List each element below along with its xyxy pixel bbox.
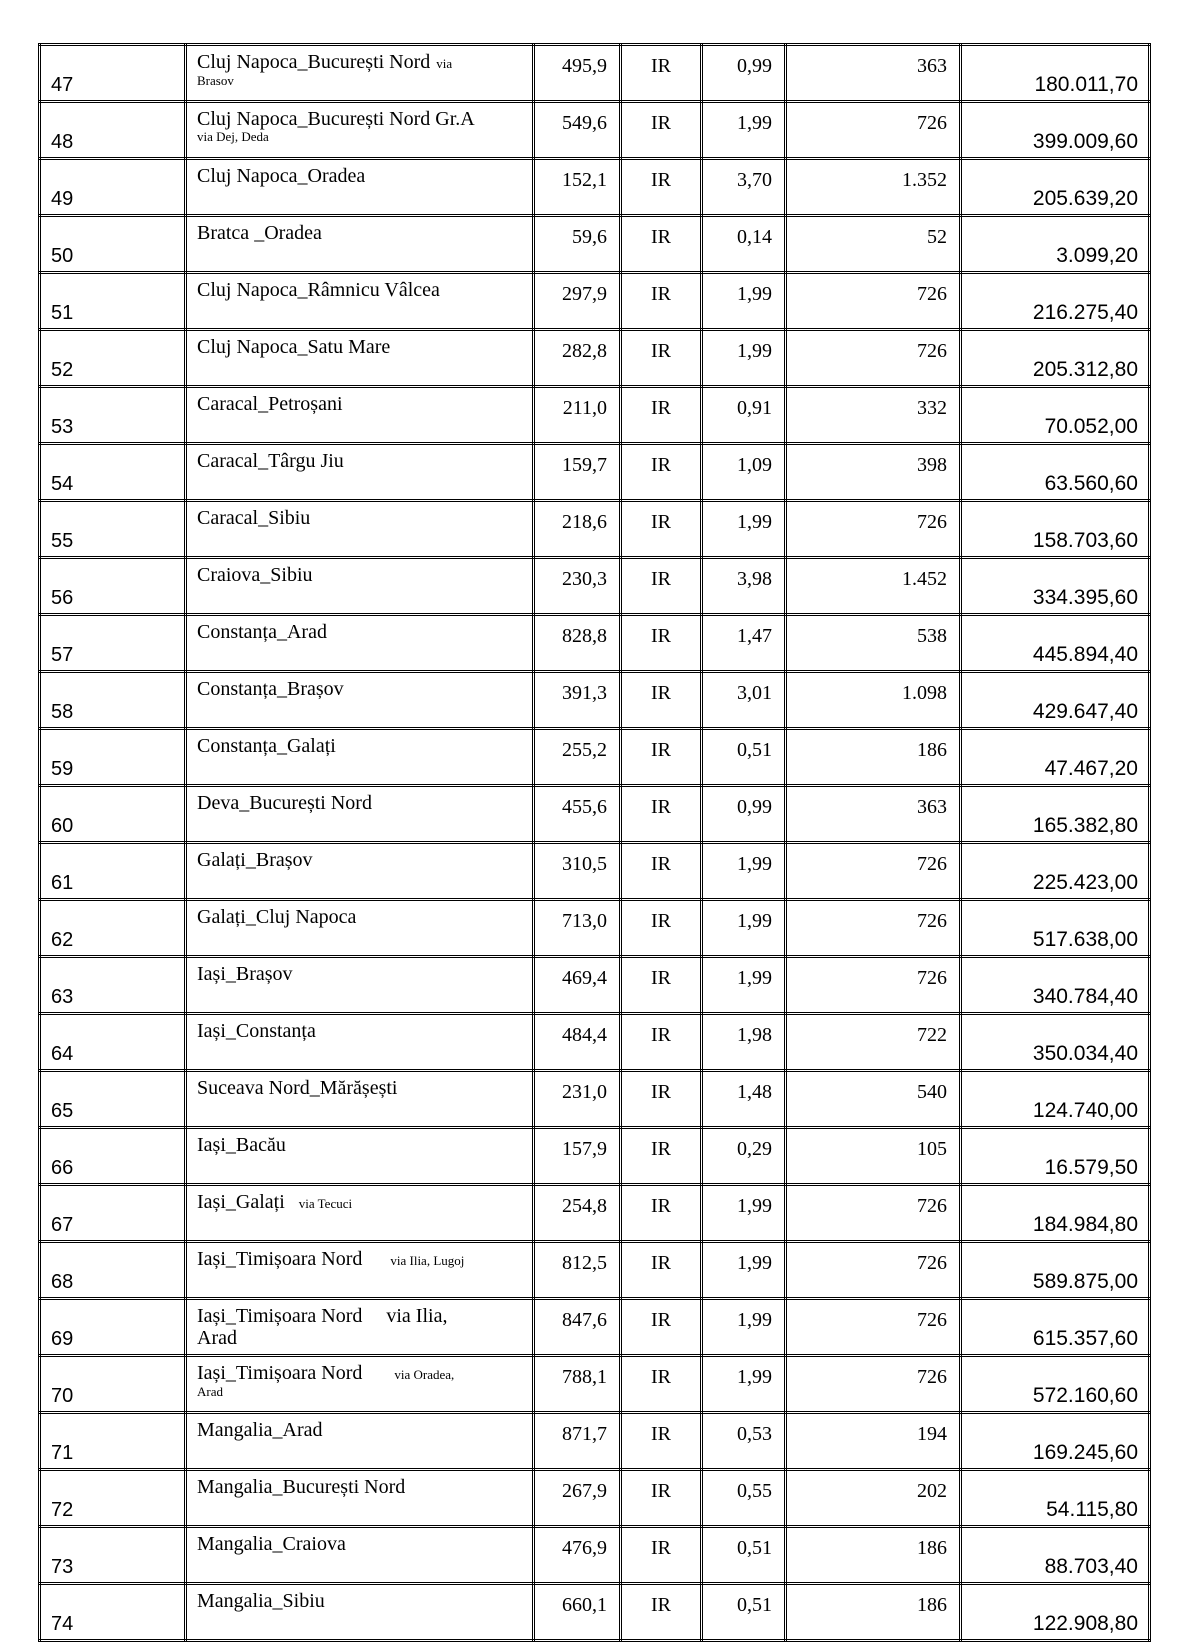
train-type: IR <box>621 729 702 786</box>
train-count: 52 <box>786 216 961 273</box>
table-row <box>40 444 1150 501</box>
row-number: 51 <box>40 273 186 330</box>
route-cell <box>186 387 534 444</box>
table-row <box>40 1242 1150 1299</box>
rate-value: 0,53 <box>702 1413 786 1470</box>
total-amount: 205.639,20 <box>961 159 1150 216</box>
route-cell <box>186 216 534 273</box>
rate-value: 3,98 <box>702 558 786 615</box>
row-number: 61 <box>40 843 186 900</box>
train-type: IR <box>621 1584 702 1641</box>
total-amount: 165.382,80 <box>961 786 1150 843</box>
train-count: 1.452 <box>786 558 961 615</box>
route-cell <box>186 843 534 900</box>
total-amount: 334.395,60 <box>961 558 1150 615</box>
total-amount: 54.115,80 <box>961 1470 1150 1527</box>
route-cell <box>186 273 534 330</box>
train-type: IR <box>621 1071 702 1128</box>
table-row <box>40 273 1150 330</box>
route-cell <box>186 615 534 672</box>
total-amount: 47.467,20 <box>961 729 1150 786</box>
train-count: 363 <box>786 786 961 843</box>
distance-km: 871,7 <box>534 1413 621 1470</box>
total-amount: 225.423,00 <box>961 843 1150 900</box>
total-amount: 340.784,40 <box>961 957 1150 1014</box>
table-row <box>40 45 1150 102</box>
rate-value: 1,99 <box>702 1356 786 1413</box>
row-number: 60 <box>40 786 186 843</box>
route-name: Iași_Constanța <box>197 1020 316 1042</box>
route-name: Iași_Galați <box>197 1191 285 1213</box>
train-type: IR <box>621 159 702 216</box>
route-name: Mangalia_București Nord <box>197 1476 406 1498</box>
train-type: IR <box>621 786 702 843</box>
train-type: IR <box>621 558 702 615</box>
route-name: Iași_Bacău <box>197 1134 286 1156</box>
row-number: 50 <box>40 216 186 273</box>
row-number: 70 <box>40 1356 186 1413</box>
table-row <box>40 1071 1150 1128</box>
total-amount: 169.245,60 <box>961 1413 1150 1470</box>
train-type: IR <box>621 216 702 273</box>
row-number: 63 <box>40 957 186 1014</box>
total-amount: 88.703,40 <box>961 1527 1150 1584</box>
table-row <box>40 672 1150 729</box>
route-name: Craiova_Sibiu <box>197 564 313 586</box>
train-count: 186 <box>786 729 961 786</box>
table-row <box>40 1128 1150 1185</box>
route-name: Caracal_Târgu Jiu <box>197 450 344 472</box>
route-name: Mangalia_Sibiu <box>197 1590 325 1612</box>
distance-km: 812,5 <box>534 1242 621 1299</box>
row-number: 66 <box>40 1128 186 1185</box>
route-cell <box>186 444 534 501</box>
row-number: 71 <box>40 1413 186 1470</box>
row-number: 48 <box>40 102 186 159</box>
route-via: via Tecuci <box>298 1196 353 1211</box>
route-cell <box>186 1299 534 1356</box>
row-number: 54 <box>40 444 186 501</box>
rate-value: 1,99 <box>702 102 786 159</box>
route-name: Constanța_Galați <box>197 735 336 757</box>
table-body <box>40 45 1150 1641</box>
distance-km: 549,6 <box>534 102 621 159</box>
train-type: IR <box>621 1014 702 1071</box>
route-name: Iași_Timișoara Nord <box>197 1248 363 1270</box>
row-number: 68 <box>40 1242 186 1299</box>
route-name: Caracal_Sibiu <box>197 507 311 529</box>
distance-km: 267,9 <box>534 1470 621 1527</box>
route-name: Caracal_Petroșani <box>197 393 343 415</box>
table-row <box>40 900 1150 957</box>
total-amount: 16.579,50 <box>961 1128 1150 1185</box>
route-name: Galați_Cluj Napoca <box>197 906 357 928</box>
route-name: Constanța_Brașov <box>197 678 344 700</box>
row-number: 59 <box>40 729 186 786</box>
distance-km: 484,4 <box>534 1014 621 1071</box>
train-type: IR <box>621 387 702 444</box>
distance-km: 469,4 <box>534 957 621 1014</box>
route-cell <box>186 786 534 843</box>
table-row <box>40 159 1150 216</box>
train-count: 538 <box>786 615 961 672</box>
rate-value: 0,51 <box>702 1584 786 1641</box>
distance-km: 211,0 <box>534 387 621 444</box>
rate-value: 1,99 <box>702 1242 786 1299</box>
table-row <box>40 501 1150 558</box>
distance-km: 254,8 <box>534 1185 621 1242</box>
route-name: Cluj Napoca_Râmnicu Vâlcea <box>197 279 440 301</box>
table-row <box>40 1527 1150 1584</box>
train-count: 202 <box>786 1470 961 1527</box>
route-name: Deva_București Nord <box>197 792 372 814</box>
train-count: 726 <box>786 330 961 387</box>
distance-km: 847,6 <box>534 1299 621 1356</box>
train-count: 726 <box>786 1242 961 1299</box>
table-row <box>40 1413 1150 1470</box>
table-row <box>40 729 1150 786</box>
route-cell <box>186 1014 534 1071</box>
total-amount: 572.160,60 <box>961 1356 1150 1413</box>
rate-value: 0,14 <box>702 216 786 273</box>
distance-km: 159,7 <box>534 444 621 501</box>
route-name: Iași_Timișoara Nord <box>197 1305 363 1327</box>
distance-km: 282,8 <box>534 330 621 387</box>
row-number: 72 <box>40 1470 186 1527</box>
total-amount: 180.011,70 <box>961 45 1150 102</box>
total-amount: 517.638,00 <box>961 900 1150 957</box>
route-cell <box>186 1185 534 1242</box>
train-type: IR <box>621 1413 702 1470</box>
train-count: 726 <box>786 1299 961 1356</box>
train-count: 722 <box>786 1014 961 1071</box>
distance-km: 255,2 <box>534 729 621 786</box>
rate-value: 1,99 <box>702 501 786 558</box>
table-row <box>40 1299 1150 1356</box>
rate-value: 1,99 <box>702 330 786 387</box>
train-type: IR <box>621 1470 702 1527</box>
table-row <box>40 102 1150 159</box>
route-name: Mangalia_Arad <box>197 1419 323 1441</box>
total-amount: 216.275,40 <box>961 273 1150 330</box>
rate-value: 1,48 <box>702 1071 786 1128</box>
train-type: IR <box>621 900 702 957</box>
train-count: 332 <box>786 387 961 444</box>
train-count: 726 <box>786 501 961 558</box>
rate-value: 0,51 <box>702 729 786 786</box>
train-count: 186 <box>786 1527 961 1584</box>
row-number: 47 <box>40 45 186 102</box>
distance-km: 157,9 <box>534 1128 621 1185</box>
train-type: IR <box>621 45 702 102</box>
train-count: 398 <box>786 444 961 501</box>
train-count: 726 <box>786 900 961 957</box>
route-via-continued: Arad <box>197 1327 237 1349</box>
train-count: 105 <box>786 1128 961 1185</box>
route-cell <box>186 1242 534 1299</box>
total-amount: 589.875,00 <box>961 1242 1150 1299</box>
rate-value: 0,29 <box>702 1128 786 1185</box>
rate-value: 1,47 <box>702 615 786 672</box>
distance-km: 660,1 <box>534 1584 621 1641</box>
table-row <box>40 558 1150 615</box>
total-amount: 124.740,00 <box>961 1071 1150 1128</box>
total-amount: 429.647,40 <box>961 672 1150 729</box>
route-via-continued: Brasov <box>197 73 234 88</box>
route-name: Galați_Brașov <box>197 849 313 871</box>
table-row <box>40 615 1150 672</box>
train-type: IR <box>621 1299 702 1356</box>
train-type: IR <box>621 273 702 330</box>
route-name: Bratca _Oradea <box>197 222 322 244</box>
total-amount: 350.034,40 <box>961 1014 1150 1071</box>
rate-value: 1,99 <box>702 843 786 900</box>
route-cell <box>186 1071 534 1128</box>
train-count: 726 <box>786 1185 961 1242</box>
route-name: Iași_Brașov <box>197 963 293 985</box>
train-type: IR <box>621 1185 702 1242</box>
train-count: 726 <box>786 957 961 1014</box>
table-row <box>40 1470 1150 1527</box>
rate-value: 1,99 <box>702 1185 786 1242</box>
train-count: 726 <box>786 843 961 900</box>
row-number: 52 <box>40 330 186 387</box>
distance-km: 310,5 <box>534 843 621 900</box>
train-count: 186 <box>786 1584 961 1641</box>
route-cell <box>186 159 534 216</box>
train-type: IR <box>621 444 702 501</box>
distance-km: 828,8 <box>534 615 621 672</box>
rate-value: 0,51 <box>702 1527 786 1584</box>
train-type: IR <box>621 843 702 900</box>
route-name: Iași_Timișoara Nord <box>197 1362 363 1384</box>
tariff-table <box>38 43 1151 1642</box>
rate-value: 3,70 <box>702 159 786 216</box>
train-type: IR <box>621 330 702 387</box>
route-cell <box>186 501 534 558</box>
row-number: 57 <box>40 615 186 672</box>
row-number: 58 <box>40 672 186 729</box>
route-cell <box>186 330 534 387</box>
train-count: 1.352 <box>786 159 961 216</box>
route-cell <box>186 729 534 786</box>
route-cell <box>186 102 534 159</box>
distance-km: 230,3 <box>534 558 621 615</box>
train-count: 726 <box>786 273 961 330</box>
train-type: IR <box>621 1527 702 1584</box>
row-number: 69 <box>40 1299 186 1356</box>
route-name: Cluj Napoca_Satu Mare <box>197 336 391 358</box>
rate-value: 1,09 <box>702 444 786 501</box>
row-number: 56 <box>40 558 186 615</box>
row-number: 62 <box>40 900 186 957</box>
route-name: Suceava Nord_Mărășești <box>197 1077 398 1099</box>
route-via: via Oradea, <box>394 1367 455 1382</box>
table-row <box>40 786 1150 843</box>
distance-km: 455,6 <box>534 786 621 843</box>
route-cell <box>186 1128 534 1185</box>
row-number: 64 <box>40 1014 186 1071</box>
rate-value: 0,91 <box>702 387 786 444</box>
row-number: 49 <box>40 159 186 216</box>
route-name: Cluj Napoca_Oradea <box>197 165 366 187</box>
route-cell <box>186 957 534 1014</box>
train-type: IR <box>621 1128 702 1185</box>
distance-km: 476,9 <box>534 1527 621 1584</box>
train-count: 726 <box>786 1356 961 1413</box>
distance-km: 788,1 <box>534 1356 621 1413</box>
rate-value: 1,99 <box>702 957 786 1014</box>
train-type: IR <box>621 1356 702 1413</box>
distance-km: 391,3 <box>534 672 621 729</box>
total-amount: 63.560,60 <box>961 444 1150 501</box>
rate-value: 0,99 <box>702 45 786 102</box>
train-count: 726 <box>786 102 961 159</box>
row-number: 65 <box>40 1071 186 1128</box>
table-row <box>40 957 1150 1014</box>
train-type: IR <box>621 615 702 672</box>
total-amount: 445.894,40 <box>961 615 1150 672</box>
route-via: via Ilia, Lugoj <box>390 1253 465 1268</box>
table-row <box>40 1584 1150 1641</box>
route-cell <box>186 1356 534 1413</box>
row-number: 55 <box>40 501 186 558</box>
table-row <box>40 1014 1150 1071</box>
route-cell <box>186 558 534 615</box>
distance-km: 297,9 <box>534 273 621 330</box>
distance-km: 713,0 <box>534 900 621 957</box>
route-via: via <box>436 56 453 71</box>
total-amount: 399.009,60 <box>961 102 1150 159</box>
route-name: Cluj Napoca_București Nord Gr.A <box>197 108 475 130</box>
table-row <box>40 216 1150 273</box>
distance-km: 152,1 <box>534 159 621 216</box>
route-cell <box>186 45 534 102</box>
total-amount: 70.052,00 <box>961 387 1150 444</box>
route-via: via Dej, Deda <box>197 129 269 144</box>
route-cell <box>186 900 534 957</box>
distance-km: 59,6 <box>534 216 621 273</box>
train-type: IR <box>621 1242 702 1299</box>
rate-value: 1,99 <box>702 1299 786 1356</box>
total-amount: 205.312,80 <box>961 330 1150 387</box>
route-cell <box>186 1470 534 1527</box>
train-count: 363 <box>786 45 961 102</box>
distance-km: 495,9 <box>534 45 621 102</box>
route-name: Cluj Napoca_București Nord <box>197 51 431 73</box>
row-number: 67 <box>40 1185 186 1242</box>
route-via: via Ilia, <box>386 1305 448 1327</box>
train-count: 540 <box>786 1071 961 1128</box>
table-row <box>40 387 1150 444</box>
train-type: IR <box>621 672 702 729</box>
distance-km: 231,0 <box>534 1071 621 1128</box>
rate-value: 0,99 <box>702 786 786 843</box>
total-amount: 3.099,20 <box>961 216 1150 273</box>
total-amount: 184.984,80 <box>961 1185 1150 1242</box>
rate-value: 3,01 <box>702 672 786 729</box>
train-type: IR <box>621 501 702 558</box>
train-type: IR <box>621 957 702 1014</box>
rate-value: 1,98 <box>702 1014 786 1071</box>
total-amount: 122.908,80 <box>961 1584 1150 1641</box>
route-cell <box>186 1584 534 1641</box>
row-number: 73 <box>40 1527 186 1584</box>
table-row <box>40 843 1150 900</box>
train-count: 194 <box>786 1413 961 1470</box>
rate-value: 0,55 <box>702 1470 786 1527</box>
total-amount: 615.357,60 <box>961 1299 1150 1356</box>
row-number: 74 <box>40 1584 186 1641</box>
route-name: Mangalia_Craiova <box>197 1533 346 1555</box>
table-row <box>40 1185 1150 1242</box>
train-count: 1.098 <box>786 672 961 729</box>
table-row <box>40 1356 1150 1413</box>
route-name: Constanța_Arad <box>197 621 327 643</box>
total-amount: 158.703,60 <box>961 501 1150 558</box>
table-row <box>40 330 1150 387</box>
route-cell <box>186 1527 534 1584</box>
route-cell <box>186 1413 534 1470</box>
route-via-continued: Arad <box>197 1384 223 1399</box>
distance-km: 218,6 <box>534 501 621 558</box>
row-number: 53 <box>40 387 186 444</box>
train-type: IR <box>621 102 702 159</box>
rate-value: 1,99 <box>702 900 786 957</box>
route-cell <box>186 672 534 729</box>
rate-value: 1,99 <box>702 273 786 330</box>
